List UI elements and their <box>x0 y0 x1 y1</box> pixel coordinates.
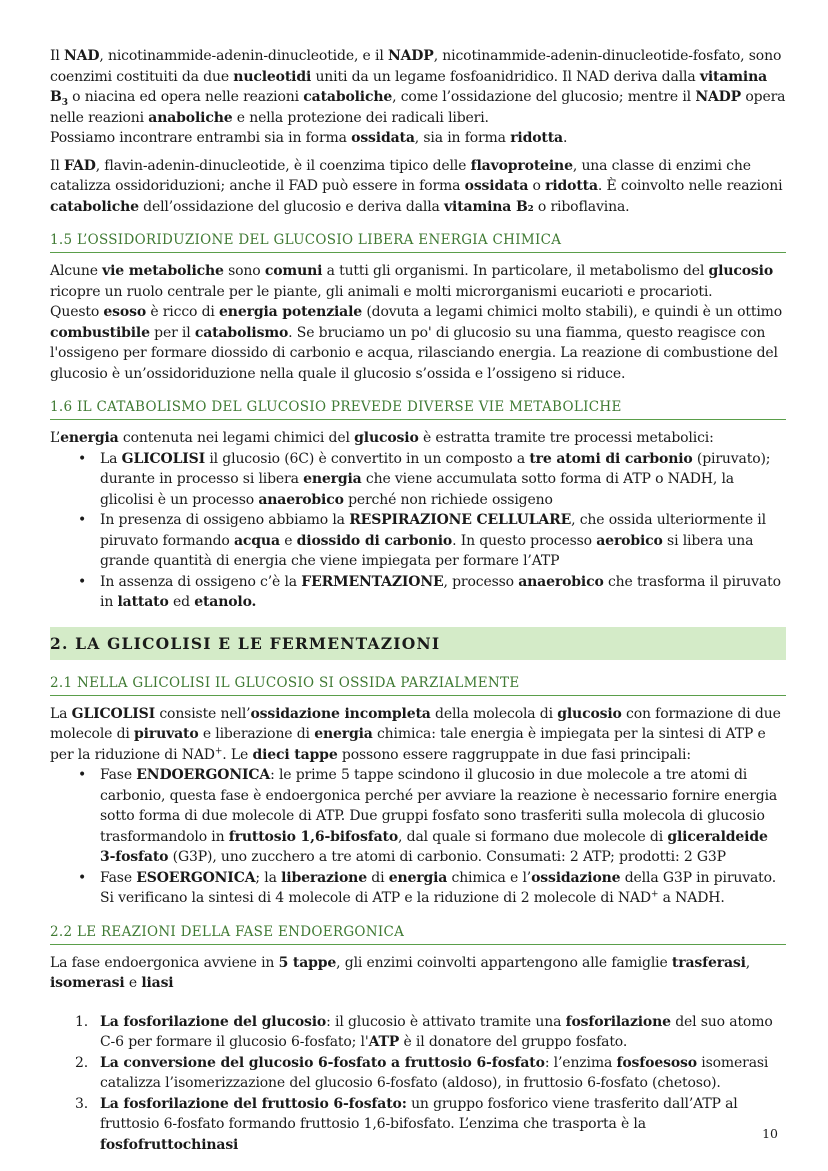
bold-term: ossidazione incompleta <box>250 705 431 722</box>
bold-term: comuni <box>264 263 323 279</box>
text-run: , che ossida ulteriormente il piruvato formando <box>100 512 766 549</box>
text-run: Questo <box>50 304 104 320</box>
text-run: è il donatore del gruppo fosfato. <box>399 1034 628 1050</box>
text-run: , nicotinammide-adenin-dinucleotide-fosfato, sono coenzimi costituiti da due <box>50 48 782 85</box>
text-run: chimica: tale energia è impiegata per la sintesi di ATP e per la riduzione di NAD <box>50 726 766 763</box>
bold-term: fosforilazione <box>565 1013 671 1030</box>
text-run: : il glucosio è attivato tramite una <box>326 1013 566 1030</box>
text-run: La <box>50 705 72 722</box>
bullet-icon: • <box>78 869 87 886</box>
list-number: 2. <box>75 1054 89 1071</box>
text-run: : l’enzima <box>544 1054 617 1071</box>
bold-term: glucosio <box>354 430 419 446</box>
section-heading-2-2: 2.2 LE REAZIONI DELLA FASE ENDOERGONICA <box>50 923 786 945</box>
text-run: , gli enzimi coinvolti appartengono alle famiglie <box>336 954 672 971</box>
bold-term: etanolo. <box>194 594 257 610</box>
text-run: sono <box>223 263 265 279</box>
text-run: (dovuta a legami chimici molto stabili), e quindi è un ottimo <box>362 304 783 320</box>
text-run: Fase <box>100 869 137 886</box>
text-run: Possiamo incontrare entrambi sia in forma <box>50 130 352 146</box>
list-number: 1. <box>75 1013 89 1030</box>
bold-term: piruvato <box>134 726 199 742</box>
bold-term: GLICOLISI <box>71 705 156 722</box>
bold-term: gliceraldeide 3-fosfato <box>100 828 768 865</box>
list-item <box>78 765 786 868</box>
text-run: il glucosio (6C) è convertito in un composto a <box>205 450 530 467</box>
bold-term: ossidata <box>464 178 529 194</box>
chapter-heading-2: 2. LA GLICOLISI E LE FERMENTAZIONI <box>50 627 786 660</box>
bold-term: GLICOLISI <box>121 450 206 467</box>
bold-term: cataboliche <box>303 89 393 105</box>
text-run: possono essere raggruppate in due fasi principali: <box>337 746 691 763</box>
bold-term: glucosio <box>708 263 774 279</box>
numbered-list-item <box>75 1053 786 1094</box>
section-heading-2-1: 2.1 NELLA GLICOLISI IL GLUCOSIO SI OSSIDA PARZIALMENTE <box>50 674 786 696</box>
text-run: chimica e l’ <box>447 869 532 886</box>
list-glycolysis-phases <box>50 765 786 909</box>
list-item <box>78 572 786 613</box>
paragraph-fad <box>50 156 786 218</box>
superscript: + <box>214 745 223 756</box>
text-run: è estratta tramite tre processi metabolici: <box>418 430 714 446</box>
list-number: 3. <box>75 1095 89 1112</box>
text-run: (G3P), uno zucchero a tre atomi di carbonio. Consumati: 2 ATP; prodotti: 2 G3P <box>168 849 726 865</box>
bold-term: vitamina B <box>50 68 768 105</box>
bold-term: glucosio <box>557 705 622 722</box>
bold-term: lattato <box>117 594 169 610</box>
text-run: che trasforma il piruvato in <box>100 573 781 610</box>
bullet-icon: • <box>78 512 87 528</box>
text-run: , nicotinammide-adenin-dinucleotide, e il <box>99 48 388 64</box>
bold-term: combustibile <box>50 324 150 341</box>
text-run: opera nelle reazioni <box>50 89 786 126</box>
bold-term: liberazione <box>281 869 367 886</box>
paragraph-glycolysis <box>50 704 786 766</box>
text-run: contenuta nei legami chimici del <box>118 430 355 446</box>
bold-term: fosfoesoso <box>616 1054 697 1071</box>
bold-term: catabolismo <box>194 324 289 341</box>
text-run: ; la <box>255 869 282 886</box>
bold-term: RESPIRAZIONE CELLULARE <box>349 512 572 528</box>
bold-term: NADP <box>695 89 742 105</box>
bold-term: FAD <box>64 157 96 174</box>
bold-term: aerobico <box>596 532 663 549</box>
text-run: Alcune <box>50 263 103 279</box>
text-run: e nella protezione dei radicali liberi. <box>232 109 489 126</box>
text-run: . Le <box>222 746 253 763</box>
text-run: si libera una grande quantità di energia che viene impiegata per formare l’ATP <box>100 532 754 569</box>
subscript: 3 <box>61 97 68 108</box>
paragraph-nad-nadp <box>50 46 786 149</box>
bold-term: acqua <box>234 532 280 549</box>
list-metabolic-processes <box>50 449 786 613</box>
text-run: perché non richiede ossigeno <box>343 491 553 508</box>
text-run: e <box>124 975 142 991</box>
bold-term: nucleotidi <box>233 68 312 85</box>
text-run: . Se bruciamo un po' di glucosio su una fiamma, questo reagisce con l'ossigeno per formare diossido di carbonio e acqua, rilasciando energia. La reazione di combustione del glucosio è un’ossidoriduzione nella quale il glucosio s’ossida e l’ossigeno si riduce. <box>50 324 778 382</box>
bold-term: diossido di carbonio <box>296 532 453 549</box>
text-run: o riboflavina. <box>533 198 630 215</box>
list-endoergonic-steps <box>50 1012 786 1156</box>
bold-term: La conversione del glucosio 6-fosfato a fruttosio 6-fosfato <box>100 1054 545 1071</box>
bold-term: energia <box>388 869 448 886</box>
bold-term: anaerobico <box>518 573 604 590</box>
bullet-icon: • <box>78 573 87 590</box>
bold-term: FERMENTAZIONE <box>301 573 444 590</box>
list-item <box>78 510 786 572</box>
bold-term: anaboliche <box>148 109 233 126</box>
bullet-icon: • <box>78 450 87 467</box>
bold-term: La fosforilazione del fruttosio 6-fosfato: <box>100 1095 407 1112</box>
bold-term: NAD <box>64 48 100 64</box>
bold-term: NADP <box>387 48 434 64</box>
paragraph-glucose-metabolism <box>50 261 786 384</box>
bold-term: La fosforilazione del glucosio <box>100 1013 327 1030</box>
text-run: , dal quale si formano due molecole di <box>398 828 668 845</box>
text-run: (piruvato); durante in processo si libera <box>100 450 771 487</box>
text-run: In assenza di ossigeno c’è la <box>100 573 302 590</box>
text-run: L’ <box>50 430 61 446</box>
text-run: , una classe di enzimi che catalizza ossidoriduzioni; anche il FAD può essere in forma <box>50 157 751 194</box>
text-run: è ricco di <box>146 304 220 320</box>
list-item <box>78 868 786 909</box>
bold-term: liasi <box>141 975 174 991</box>
bold-term: isomerasi <box>50 975 125 991</box>
bold-term: energia potenziale <box>219 304 363 320</box>
text-run: , <box>745 954 751 971</box>
page-number: 10 <box>762 1126 778 1141</box>
text-run: del suo atomo C-6 per formare il glucosio 6-fosfato; l' <box>100 1013 773 1050</box>
text-run: . È coinvolto nelle reazioni <box>597 178 783 194</box>
text-run: La fase endoergonica avviene in <box>50 954 279 971</box>
section-heading-1-6: 1.6 IL CATABOLISMO DEL GLUCOSIO PREVEDE DIVERSE VIE METABOLICHE <box>50 398 786 420</box>
bold-term: dieci tappe <box>252 746 338 763</box>
bold-term: fruttosio 1,6-bifosfato <box>228 828 399 845</box>
text-run: Il <box>50 157 65 174</box>
bold-term: energia <box>314 726 373 742</box>
bold-term: vitamina B₂ <box>444 198 534 215</box>
text-run: per il <box>149 324 195 341</box>
paragraph-energy-intro <box>50 428 786 449</box>
paragraph-endoergonic-phase <box>50 953 786 994</box>
bold-term: ridotta <box>510 130 563 146</box>
text-run: dell’ossidazione del glucosio e deriva dalla <box>138 198 445 215</box>
bullet-icon: • <box>78 767 87 783</box>
text-run: , come l’ossidazione del glucosio; mentre il <box>392 89 696 105</box>
text-run: consiste nell’ <box>155 705 251 722</box>
text-run: , flavin-adenin-dinucleotide, è il coenzima tipico delle <box>95 157 471 174</box>
text-run: Fase <box>100 767 137 783</box>
numbered-list-item <box>75 1094 786 1156</box>
text-run: e <box>279 532 297 549</box>
bold-term: ridotta <box>545 178 598 194</box>
text-run: o <box>528 178 546 194</box>
bold-term: ossidata <box>351 130 415 146</box>
text-run: . In questo processo <box>452 532 597 549</box>
bold-term: anaerobico <box>258 491 344 508</box>
text-run: In presenza di ossigeno abbiamo la <box>100 512 350 528</box>
bold-term: vie metaboliche <box>102 263 224 279</box>
text-run: , processo <box>443 573 519 590</box>
section-heading-1-5: 1.5 L’OSSIDORIDUZIONE DEL GLUCOSIO LIBERA ENERGIA CHIMICA <box>50 231 786 253</box>
bold-term: esoso <box>103 304 147 320</box>
text-run: a NADH. <box>658 890 725 906</box>
text-run: ricopre un ruolo centrale per le piante, gli animali e molti microrganismi eucarioti e procarioti. <box>50 283 713 300</box>
text-run: uniti da un legame fosfoanidridico. Il NAD deriva dalla <box>311 68 700 85</box>
numbered-list-item <box>75 1012 786 1053</box>
text-run: che viene accumulata sotto forma di ATP o NADH, la glicolisi è un processo <box>100 471 734 508</box>
text-run: , sia in forma <box>414 130 511 146</box>
text-run: Il <box>50 48 65 64</box>
bold-term: ENDOERGONICA <box>136 767 271 783</box>
text-run: della molecola di <box>430 705 558 722</box>
text-run: La <box>100 450 122 467</box>
text-run: o niacina ed opera nelle reazioni <box>67 89 304 105</box>
document-page <box>50 46 786 1155</box>
bold-term: ESOERGONICA <box>136 869 256 886</box>
text-run: . <box>562 130 568 146</box>
bold-term: energia <box>303 471 362 487</box>
text-run: con formazione di due molecole di <box>50 705 781 742</box>
bold-term: tre atomi di carbonio <box>529 450 693 467</box>
bold-term: flavoproteine <box>470 157 573 174</box>
text-run: un gruppo fosforico viene trasferito dall’ATP al fruttosio 6-fosfato formando fruttosio 1,6-bifosfato. L’enzima che trasporta è la <box>100 1095 738 1132</box>
bold-term: trasferasi <box>671 954 746 971</box>
superscript: + <box>650 889 659 900</box>
text-run: di <box>366 869 389 886</box>
text-run: : le prime 5 tappe scindono il glucosio in due molecole a tre atomi di carbonio, questa fase è endoergonica perché per avviare la reazione è necessario fornire energia sotto forma di due molecole di ATP. Due gruppi fosfato sono trasferiti sulla molecola di glucosio trasformandolo in <box>100 767 778 845</box>
bold-term: cataboliche <box>50 198 139 215</box>
bold-term: 5 tappe <box>278 954 337 971</box>
text-run: e liberazione di <box>198 726 315 742</box>
bold-term: energia <box>60 430 119 446</box>
bold-term: fosfofruttochinasi <box>100 1136 239 1153</box>
list-item <box>78 449 786 511</box>
text-run: a tutti gli organismi. In particolare, il metabolismo del <box>322 263 709 279</box>
bold-term: ossidazione <box>531 869 621 886</box>
bold-term: ATP <box>368 1034 400 1050</box>
text-run: isomerasi catalizza l’isomerizzazione del glucosio 6-fosfato (aldoso), in fruttosio 6-fosfato (chetoso). <box>100 1054 769 1091</box>
text-run: della G3P in piruvato. Si verificano la sintesi di 4 molecole di ATP e la riduzione di 2 molecole di NAD <box>100 869 776 906</box>
text-run: ed <box>168 594 195 610</box>
